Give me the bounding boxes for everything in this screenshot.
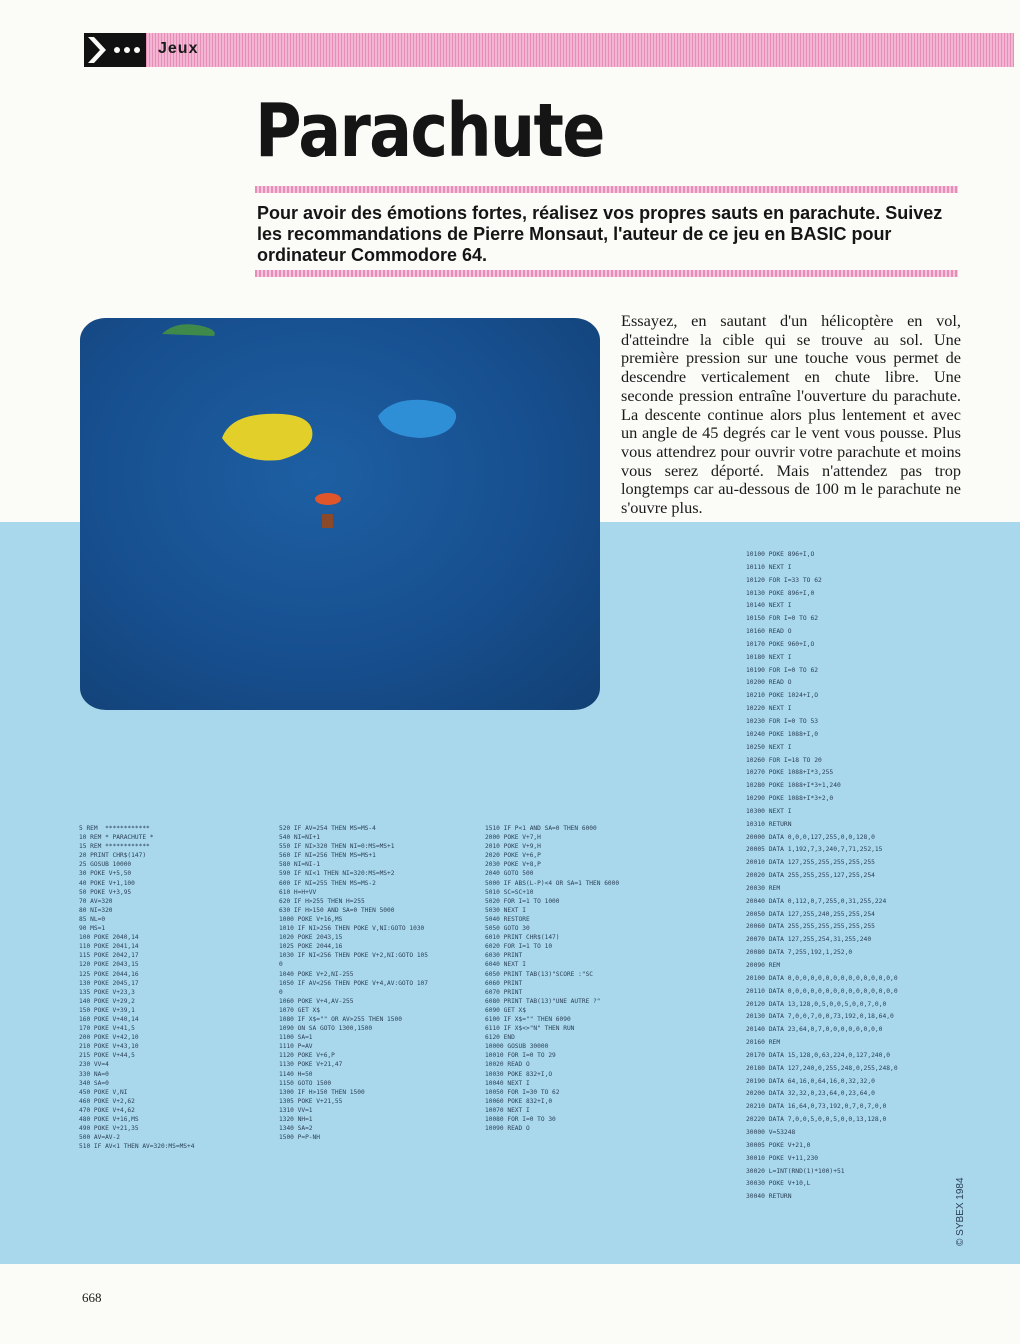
code-listing-col-4: 10100 POKE 896+I,O 10110 NEXT I 10120 FOR I=33 TO 62 10130 POKE 896+I,0 10140 NEXT I 10150 FOR I=0 TO 62 10160 READ O 10170 POKE 960+I,O 10180 NEXT I 10190 FOR I=0 TO 62 10200 READ O 10210 POKE 1024+I,O 10220 NEXT I 10230 FOR I=0 TO 53 10240 POKE 1088+I,0 10250 NEXT I 10260 FOR I=18 TO 20 10270 POKE 1088+I*3,255 10280 POKE 1088+I*3+1,240 10290 POKE 1088+I*3+2,0 10300 NEXT I 10310 RETURN 20000 DATA 0,0,0,127,255,0,0,128,0 20005 DATA 1,192,7,3,240,7,71,252,15 20010 DATA 127,255,255,255,255,255 20020 DATA 255,255,255,127,255,254 20030 REM 20040 DATA 0,112,0,7,255,0,31,255,224 20050 DATA 127,255,240,255,255,254 20060 DATA 255,255,255,255,255,255 20070 DATA 127,255,254,31,255,240 20080 DATA 7,255,192,1,252,0 20090 REM 20100 DATA 0,0,0,0,0,0,0,0,0,0,0,0,0,0,0 20110 DATA 0,0,0,0,0,0,0,0,0,0,0,0,0,0,0 20120 DATA 13,128,0,5,0,0,5,0,0,7,0,0 20130 DATA 7,0,0,7,0,0,73,192,0,18,64,0 20140 DATA 23,64,0,7,0,0,0,0,0,0,0,0 20160 REM 20170 DATA 15,128,0,63,224,0,127,240,0 20180 DATA 127,240,0,255,248,0,255,248,0 20190 DATA 64,16,0,64,16,0,32,32,0 20200 DATA 32,32,0,23,64,0,23,64,0 20210 DATA 16,64,0,73,192,0,7,0,7,0,0 20220 DATA 7,0,0,5,0,0,5,0,0,13,128,0 30000 V=53248 30005 POKE V+21,0 30010 POKE V+11,230 30020 L=INT(RND(1)*100)+51 30030 POKE V+10,L 30040 RETURN [746,551,898,1201]
page-number: 668 [82,1290,102,1305]
parachutist-sprite [322,514,333,528]
parachute-sprite [315,493,341,505]
body-paragraph: Essayez, en sautant d'un hélicoptère en vol, d'atteindre la cible qui se trouve au sol. Une première pression sur une touche vous permet de descendre verticalement en chute libre. Une seconde pression entraîne l'ouverture du parachute. La descente continue alors plus lentement et avec un angle de 45 degrés car le vent vous pousse. Plus vous attendrez pour ouvrir votre parachute et moins vous serez déporté. Mais n'attendez pas trop longtemps car au-dessous de 100 m le parachute ne s'ouvre plus. [621,311,961,518]
arrow-dots-icon [84,33,146,67]
game-screen-photo [80,318,600,710]
copyright-notice: © SYBEX 1984 [955,1177,966,1246]
code-listing-col-2: 520 IF AV=254 THEN MS=MS-4 540 NI=NI+1 550 IF NI>320 THEN NI=0:MS=MS+1 560 IF NI=256 THEN MS=MS+1 580 NI=NI-1 590 IF NI<1 THEN NI=320:MS=MS+2 600 IF NI=255 THEN MS=MS-2 610 H=H+VV 620 IF H>255 THEN H=255 630 IF H>150 AND SA=0 THEN 5000 1000 POKE V+16,MS 1010 IF NI>256 THEN POKE V,NI:GOTO 1030 1020 POKE 2043,15 1025 POKE 2044,16 1030 IF NI<256 THEN POKE V+2,NI:GOTO 105 0 1040 POKE V+2,NI-255 1050 IF AV<256 THEN POKE V+4,AV:GOTO 107 0 1060 POKE V+4,AV-255 1070 GET X$ 1080 IF X$="" OR AV>255 THEN 1500 1090 ON SA GOTO 1300,1500 1100 SA=1 1110 P=AV 1120 POKE V+6,P 1130 POKE V+21,47 1140 H=50 1150 GOTO 1500 1300 IF H>150 THEN 1500 1305 POKE V+21,55 1310 VV=1 1320 NH=1 1340 SA=2 1500 P=P-NH [279,825,429,1142]
section-label: Jeux [158,40,199,57]
intro-rule-bottom [255,270,958,277]
blue-cloud [378,400,456,438]
section-header-bar [84,33,1014,67]
code-listing-col-3: 1510 IF P<1 AND SA=0 THEN 6000 2000 POKE V+7,H 2010 POKE V+9,H 2020 POKE V+6,P 2030 POKE V+8,P 2040 GOTO 500 5000 IF ABS(L-P)<4 OR SA=1 THEN 6000 5010 SC=SC+10 5020 FOR I=1 TO 1000 5030 NEXT I 5040 RESTORE 5050 GOTO 30 6010 PRINT CHR$(147) 6020 FOR I=1 TO 10 6030 PRINT 6040 NEXT I 6050 PRINT TAB(13)"SCORE :"SC 6060 PRINT 6070 PRINT 6080 PRINT TAB(13)"UNE AUTRE ?" 6090 GET X$ 6100 IF X$="" THEN 6090 6110 IF X$<>"N" THEN RUN 6120 END 10000 GOSUB 30000 10010 FOR I=0 TO 29 10020 READ O 10030 POKE 832+I,O 10040 NEXT I 10050 FOR I=30 TO 62 10060 POKE 832+I,0 10070 NEXT I 10080 FOR I=0 TO 30 10090 READ O [485,825,620,1133]
code-listing-col-1: 5 REM ************ 10 REM * PARACHUTE * 15 REM ************ 20 PRINT CHR$(147) 25 GOSUB 10000 30 POKE V+5,50 40 POKE V+1,100 50 POKE V+3,95 70 AV=320 80 NI=320 85 NL=0 90 MS=1 100 POKE 2040,14 110 POKE 2041,14 115 POKE 2042,17 120 POKE 2043,15 125 POKE 2044,16 130 POKE 2045,17 135 POKE V+23,3 140 POKE V+29,2 150 POKE V+39,1 160 POKE V+40,14 170 POKE V+41,5 200 POKE V+42,10 210 POKE V+43,10 215 POKE V+44,5 230 VV=4 330 NA=0 340 SA=0 450 POKE V,NI 460 POKE V+2,62 470 POKE V+4,62 480 POKE V+16,MS 490 POKE V+21,35 500 AV=AV-2 510 IF AV<1 THEN AV=320:MS=MS+4 [79,825,195,1151]
yellow-cloud [222,414,312,461]
intro-text: Pour avoir des émotions fortes, réalisez vos propres sauts en parachute. Suivez les recommandations de Pierre Monsaut, l'auteur de ce jeu en BASIC pour ordinateur Commodore 64. [257,203,943,265]
helicopter-sprite [162,324,215,336]
intro-rule-top [255,186,958,193]
article-title: Parachute [255,88,604,174]
